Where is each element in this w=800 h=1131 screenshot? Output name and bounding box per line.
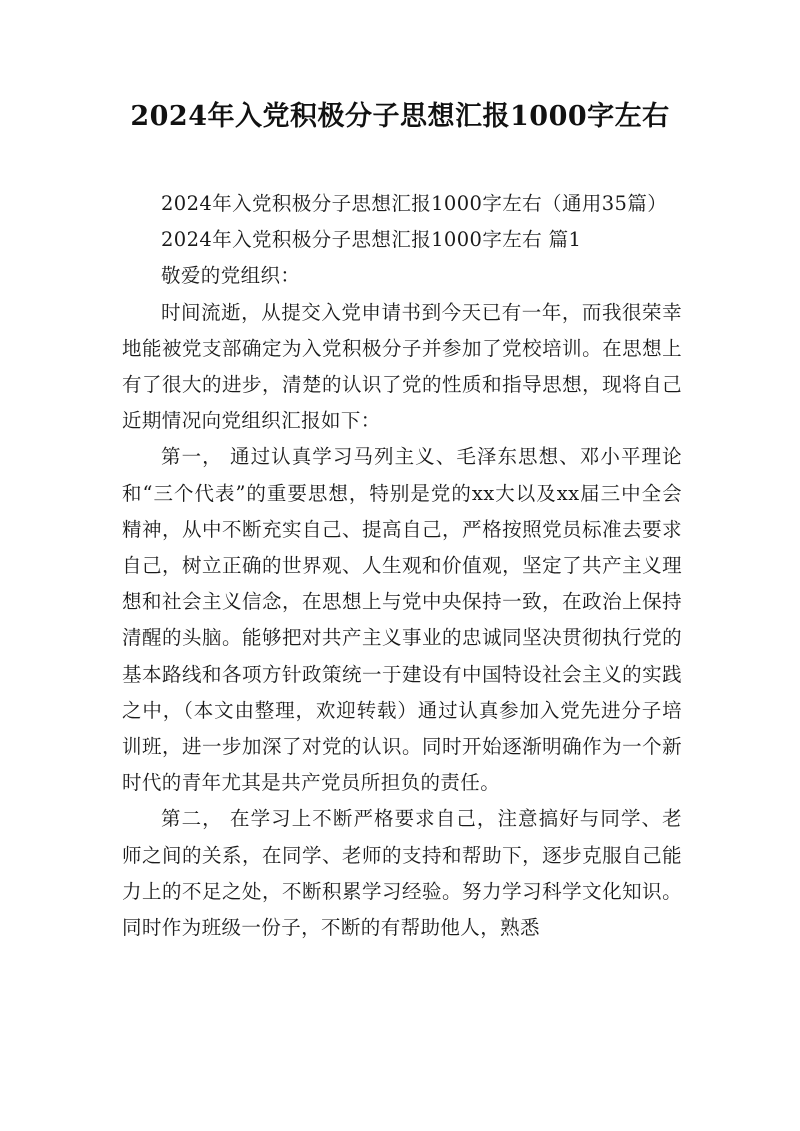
section-heading: 2024年入党积极分子思想汇报1000字左右 篇1: [161, 228, 582, 252]
body-paragraph: 第二， 在学习上不断严格要求自己，注意搞好与同学、老师之间的关系，在同学、老师的支持和帮助下，逐步克服自己能力上的不足之处，不断积累学习经验。努力学习科学文化知识。同时作为班级一份子，不断的有帮助他人，熟悉: [122, 807, 682, 940]
body-paragraph: 时间流逝，从提交入党申请书到今天已有一年，而我很荣幸地能被党支部确定为入党积极分子并参加了党校培训。在思想上有了很大的进步，清楚的认识了党的性质和指导思想，现将自己近期情况向党组织汇报如下：: [122, 300, 682, 433]
body-paragraph: 第一， 通过认真学习马列主义、毛泽东思想、邓小平理论和“三个代表”的重要思想，特别是党的xx大以及xx届三中全会精神，从中不断充实自己、提高自己，严格按照党员标准去要求自己，树立正确的世界观、人生观和价值观，坚定了共产主义理想和社会主义信念，在思想上与党中央保持一致，在政治上保持清醒的头脑。能够把对共产主义事业的忠诚同坚决贯彻执行党的基本路线和各项方针政策统一于建设有中国特设社会主义的实践之中，（本文由整理，欢迎转载）通过认真参加入党先进分子培训班，进一步加深了对党的认识。同时开始逐渐明确作为一个新时代的青年尤其是共产党员所担负的责任。: [122, 445, 682, 795]
salutation: 敬爱的党组织：: [161, 264, 301, 288]
document-body: [122, 186, 682, 946]
subtitle-line: 2024年入党积极分子思想汇报1000字左右（通用35篇）: [161, 192, 668, 215]
document-title: 2024年入党积极分子思想汇报1000字左右: [130, 101, 670, 132]
